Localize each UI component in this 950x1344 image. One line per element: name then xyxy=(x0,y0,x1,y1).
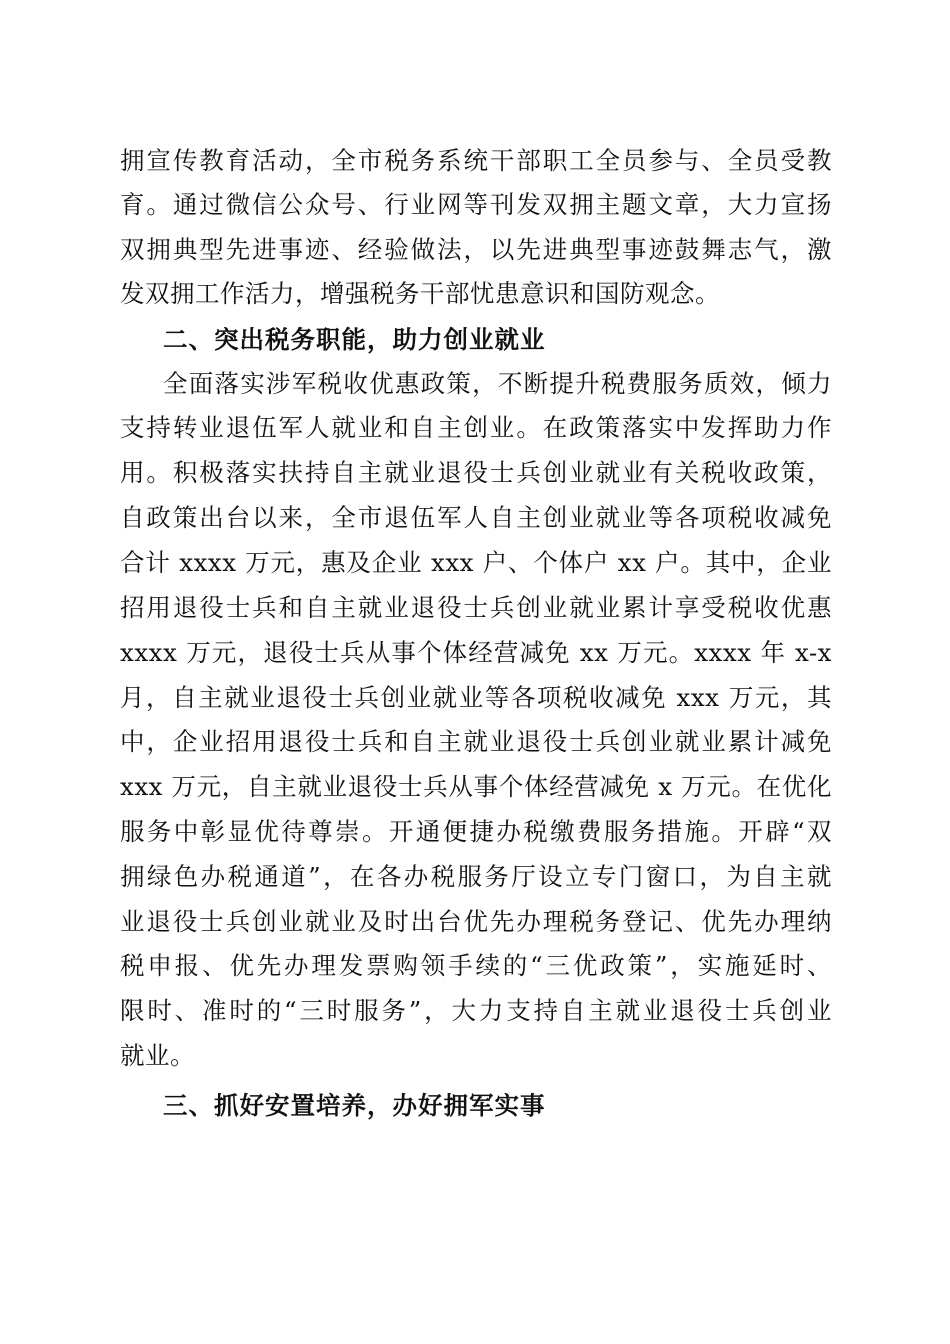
paragraph-1-line: 育。通过微信公众号、行业网等刊发双拥主题文章，大力宣扬 xyxy=(120,190,832,219)
paragraph-2-line: 服务中彰显优待尊崇。开通便捷办税缴费服务措施。开辟“双 xyxy=(120,817,832,846)
paragraph-2-line: 业退役士兵创业就业及时出台优先办理税务登记、优先办理纳 xyxy=(120,907,832,936)
paragraph-2-line: 税申报、优先办理发票购领手续的“三优政策”，实施延时、 xyxy=(120,951,832,980)
paragraph-2-line: 就业。 xyxy=(120,1041,195,1070)
paragraph-2-line: 月，自主就业退役士兵创业就业等各项税收减免 xxx 万元，其 xyxy=(120,683,832,712)
paragraph-2-line: 中，企业招用退役士兵和自主就业退役士兵创业就业累计减免 xyxy=(120,727,832,756)
paragraph-2-line: 合计 xxxx 万元，惠及企业 xxx 户、个体户 xx 户。其中，企业 xyxy=(120,548,832,577)
paragraph-1-line: 拥宣传教育活动，全市税务系统干部职工全员参与、全员受教 xyxy=(120,146,832,175)
paragraph-2-line: 自政策出台以来，全市退伍军人自主创业就业等各项税收减免 xyxy=(120,503,832,532)
paragraph-2-line: 支持转业退伍军人就业和自主创业。在政策落实中发挥助力作 xyxy=(120,413,832,442)
section-heading-3: 三、抓好安置培养，办好拥军实事 xyxy=(163,1091,546,1120)
paragraph-1-line: 双拥典型先进事迹、经验做法，以先进典型事迹鼓舞志气，激 xyxy=(120,235,832,264)
paragraph-1-line: 发双拥工作活力，增强税务干部忧患意识和国防观念。 xyxy=(120,279,720,308)
paragraph-2-line: 用。积极落实扶持自主就业退役士兵创业就业有关税收政策， xyxy=(120,458,832,487)
paragraph-2-line: xxx 万元，自主就业退役士兵从事个体经营减免 x 万元。在优化 xyxy=(120,772,832,801)
paragraph-2-line: 拥绿色办税通道”，在各办税服务厅设立专门窗口，为自主就 xyxy=(120,862,832,891)
section-heading-2: 二、突出税务职能，助力创业就业 xyxy=(163,325,546,354)
paragraph-2-line: xxxx 万元，退役士兵从事个体经营减免 xx 万元。xxxx 年 x-x xyxy=(120,638,832,667)
paragraph-2-line: 限时、准时的“三时服务”，大力支持自主就业退役士兵创业 xyxy=(120,996,832,1025)
paragraph-2-line: 招用退役士兵和自主就业退役士兵创业就业累计享受税收优惠 xyxy=(120,593,832,622)
paragraph-2-line: 全面落实涉军税收优惠政策，不断提升税费服务质效，倾力 xyxy=(163,369,832,398)
